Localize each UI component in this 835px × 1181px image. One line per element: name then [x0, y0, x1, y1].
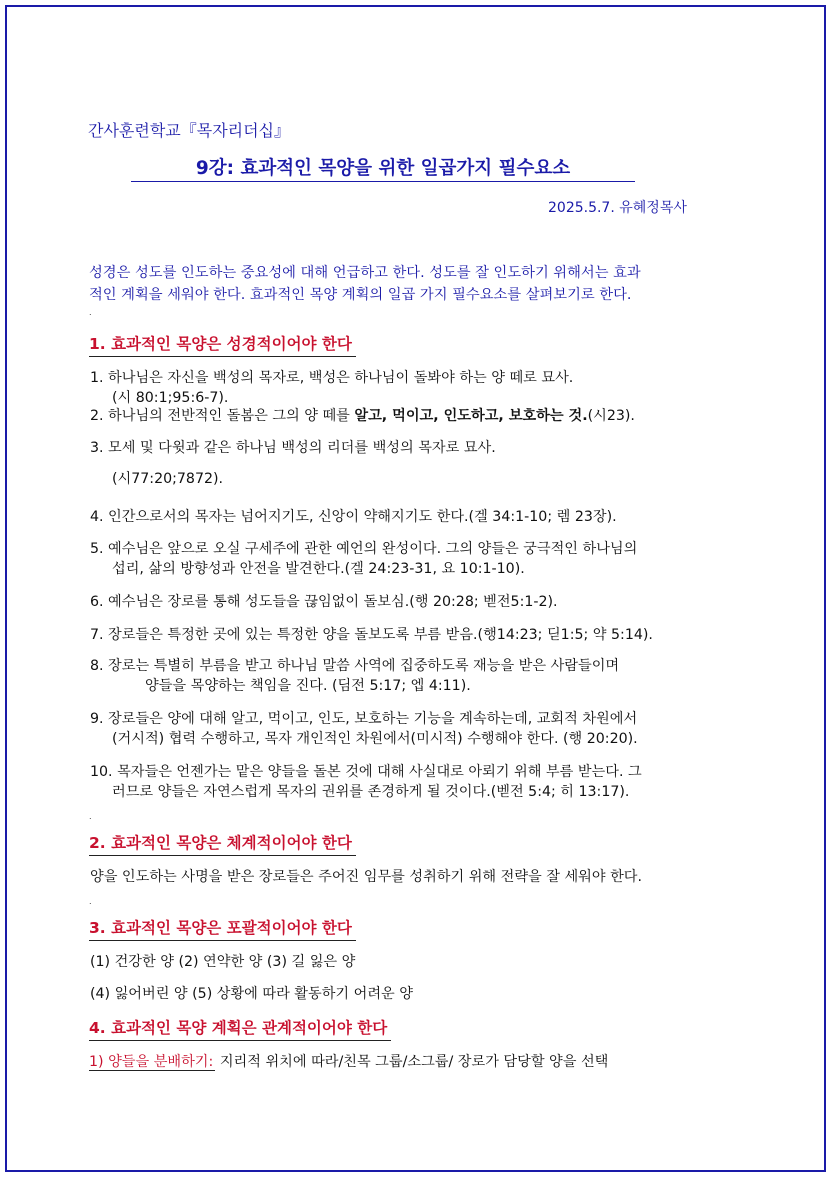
date-author: 2025.5.7. 유혜정목사 [548, 200, 687, 216]
list-item [90, 656, 619, 696]
section2-heading: 2. 효과적인 목양은 체계적이어야 한다 [89, 831, 356, 856]
item8-line2: 양들을 목양하는 책임을 진다. (딤전 5:17; 엡 4:11). [145, 678, 471, 694]
item9-line1: 9. 장로들은 양에 대해 알고, 먹이고, 인도, 보호하는 기능을 계속하는데, 교회적 차원에서 [90, 711, 638, 727]
item9-line2: (거시적) 협력 수행하고, 목자 개인적인 차원에서(미시적) 수행해야 한다. (행 20:20). [112, 731, 638, 747]
item5-line1: 5. 예수님은 앞으로 오실 구세주에 관한 예언의 완성이다. 그의 양들은 궁극적인 하나님의 [90, 541, 638, 557]
section1-heading: 1. 효과적인 목양은 성경적이어야 한다 [89, 332, 356, 357]
list-item [90, 507, 617, 527]
section4-heading: 4. 효과적인 목양 계획은 관계적이어야 한다 [89, 1016, 391, 1041]
list-item [90, 406, 635, 426]
separator-dot: . [89, 308, 92, 317]
item1-line1: 1. 하나님은 자신을 백성의 목자로, 백성은 하나님이 돌봐야 하는 양 떼로 묘사. [90, 370, 574, 386]
item8-line1: 8. 장로는 특별히 부름을 받고 하나님 말씀 사역에 집중하도록 재능을 받은 사람들이며 [90, 658, 620, 674]
section3-line1: (1) 건강한 양 (2) 연약한 양 (3) 길 잃은 양 [90, 954, 356, 970]
list-item [90, 592, 558, 612]
item10-line2: 러므로 양들은 자연스럽게 목자의 권위를 존경하게 될 것이다.(벧전 5:4; 히 13:17). [112, 784, 630, 800]
intro-line-2: 적인 계획을 세워야 한다. 효과적인 목양 계획의 일곱 가지 필수요소를 살펴보기로 한다. [89, 287, 632, 303]
item6-line1: 6. 예수님은 장로를 통해 성도들을 끊임없이 돌보심.(행 20:28; 벧전5:1-2). [90, 594, 558, 610]
item3-line1: 3. 모세 및 다윗과 같은 하나님 백성의 리더를 백성의 목자로 묘사. [90, 440, 496, 456]
section3-line2: (4) 잃어버린 양 (5) 상황에 따라 활동하기 어려운 양 [90, 986, 413, 1002]
list-item [90, 539, 637, 579]
list-item [90, 368, 573, 408]
intro-line-1: 성경은 성도를 인도하는 중요성에 대해 언급하고 한다. 성도를 잘 인도하기 위해서는 효과 [89, 265, 641, 281]
item2-post: (시23). [587, 408, 635, 424]
intro-paragraph [89, 262, 755, 306]
item5-line2: 섭리, 삶의 방향성과 안전을 발견한다.(겔 24:23-31, 요 10:1-10). [112, 561, 525, 577]
lecture-title: 9강: 효과적인 목양을 위한 일곱가지 필수요소 [131, 154, 635, 182]
item2-bold: 알고, 먹이고, 인도하고, 보호하는 것. [354, 408, 588, 424]
item3-line2: (시77:20;7872). [112, 471, 224, 487]
list-item [90, 709, 638, 749]
section4-sub-label: 1) 양들을 분배하기: [89, 1054, 214, 1070]
list-item [90, 625, 653, 645]
item4-line1: 4. 인간으로서의 목자는 넘어지기도, 신앙이 약해지기도 한다.(겔 34:1-10; 렘 23장). [90, 509, 617, 525]
list-item [90, 762, 642, 802]
item1-line2: (시 80:1;95:6-7). [112, 390, 229, 406]
school-name: 간사훈련학교『목자리더십』 [88, 121, 291, 140]
item2-pre: 2. 하나님의 전반적인 돌봄은 그의 양 떼를 [90, 408, 355, 424]
separator-dot: . [89, 812, 92, 821]
section4-sub-text: 지리적 위치에 따라/친목 그룹/소그룹/ 장로가 담당할 양을 선택 [215, 1054, 609, 1070]
separator-dot: . [89, 897, 92, 906]
section2-text: 양을 인도하는 사명을 받은 장로들은 주어진 임무를 성취하기 위해 전략을 잘 세워야 한다. [90, 869, 643, 885]
item7-line1: 7. 장로들은 특정한 곳에 있는 특정한 양을 돌보도록 부름 받음.(행14:23; 딛1:5; 약 5:14). [90, 627, 653, 643]
section4-sub [89, 1052, 608, 1072]
list-item [90, 438, 496, 489]
section3-heading: 3. 효과적인 목양은 포괄적이어야 한다 [89, 916, 356, 941]
item10-line1: 10. 목자들은 언젠가는 맡은 양들을 돌본 것에 대해 사실대로 아뢰기 위해 부름 받는다. 그 [90, 764, 642, 780]
